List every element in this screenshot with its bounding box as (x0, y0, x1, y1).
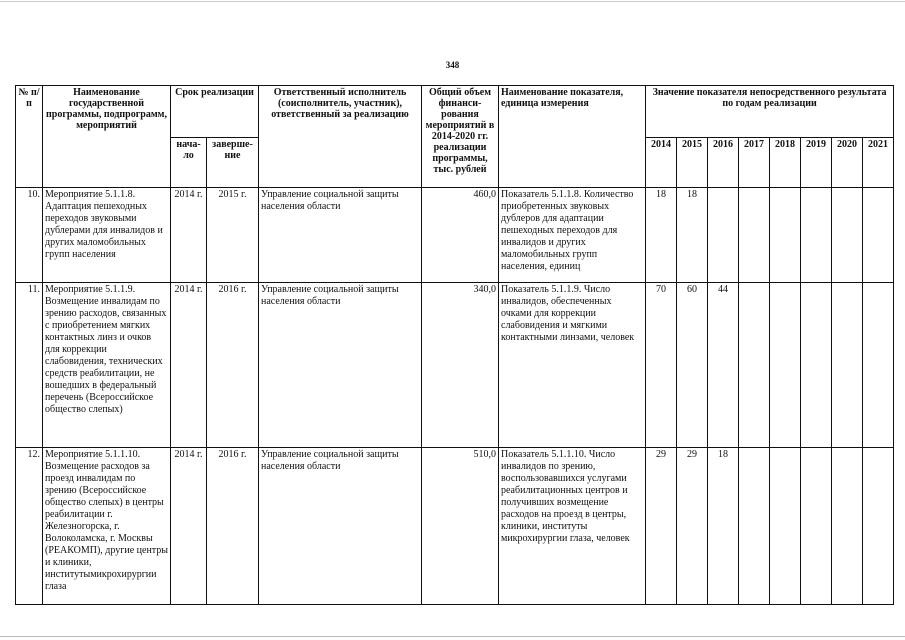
row-value-2015: 29 (677, 448, 708, 605)
header-name: Наименование государственной программы, подпрограмм, мероприятий (43, 86, 171, 188)
row-end: 2016 г. (207, 283, 259, 448)
row-responsible: Управление социальной защиты населения области (259, 188, 422, 283)
row-value-2014: 18 (646, 188, 677, 283)
row-value-2016: 18 (708, 448, 739, 605)
header-year-2018: 2018 (770, 138, 801, 188)
row-value-2020 (832, 448, 863, 605)
row-value-2019 (801, 188, 832, 283)
row-value-2017 (739, 188, 770, 283)
row-value-2021 (863, 448, 894, 605)
header-year-2014: 2014 (646, 138, 677, 188)
header-volume: Общий объем финанси-рования мероприятий в 2014-2020 гг. реализации программы, тыс. рублей (422, 86, 499, 188)
table-row (16, 283, 894, 448)
header-year-2021: 2021 (863, 138, 894, 188)
header-year-2015: 2015 (677, 138, 708, 188)
program-table (15, 85, 894, 605)
row-value-2017 (739, 448, 770, 605)
row-end: 2015 г. (207, 188, 259, 283)
header-term: Срок реализации (171, 86, 259, 138)
header-year-2019: 2019 (801, 138, 832, 188)
table-row (16, 188, 894, 283)
row-name: Мероприятие 5.1.1.8. Адаптация пешеходных переходов звуковыми дублерами для инвалидов и других маломобильных групп населения (43, 188, 171, 283)
header-indicator: Наименование показателя, единица измерения (499, 86, 646, 188)
row-value-2019 (801, 448, 832, 605)
row-name: Мероприятие 5.1.1.10. Возмещение расходов за проезд инвалидам по зрению (Всероссийское общество слепых) в центры реабилитации г. Железногорска, г. Волоколамска, г. Москвы (РЕАКОМП), другие центры и клиники, институтымикрохирургии глаза (43, 448, 171, 605)
row-num: 11. (16, 283, 43, 448)
row-name: Мероприятие 5.1.1.9. Возмещение инвалидам по зрению расходов, связанных с приобретением мягких контактных линз и очков для коррекции слабовидения, технических средств реабилитации, не вошедших в федеральный перечень (Всероссийское общество слепых) (43, 283, 171, 448)
row-value-2018 (770, 188, 801, 283)
row-value-2017 (739, 283, 770, 448)
row-value-2021 (863, 188, 894, 283)
header-values: Значение показателя непосредственного результата по годам реализации (646, 86, 894, 138)
header-num: № п/п (16, 86, 43, 188)
row-start: 2014 г. (171, 188, 207, 283)
header-year-2020: 2020 (832, 138, 863, 188)
scan-artifact-line (0, 636, 905, 637)
row-responsible: Управление социальной защиты населения области (259, 448, 422, 605)
row-value-2019 (801, 283, 832, 448)
row-responsible: Управление социальной защиты населения области (259, 283, 422, 448)
row-value-2016 (708, 188, 739, 283)
header-term-end: заверше-ние (207, 138, 259, 188)
row-value-2014: 29 (646, 448, 677, 605)
row-value-2020 (832, 188, 863, 283)
row-value-2021 (863, 283, 894, 448)
row-start: 2014 г. (171, 283, 207, 448)
row-value-2015: 18 (677, 188, 708, 283)
header-responsible: Ответственный исполнитель (соисполнитель, участник), ответственный за реализацию (259, 86, 422, 188)
row-num: 12. (16, 448, 43, 605)
row-value-2020 (832, 283, 863, 448)
row-value-2018 (770, 283, 801, 448)
row-value-2016: 44 (708, 283, 739, 448)
row-value-2018 (770, 448, 801, 605)
scan-artifact-line (0, 1, 905, 2)
row-volume: 510,0 (422, 448, 499, 605)
row-value-2014: 70 (646, 283, 677, 448)
header-year-2016: 2016 (708, 138, 739, 188)
table-row (16, 448, 894, 605)
page-number: 348 (445, 60, 460, 70)
row-indicator: Показатель 5.1.1.10. Число инвалидов по зрению, воспользовавшихся услугами реабилитационных центров и получивших возмещение расходов на проезд в центры, клиники, институты микрохирургии глаза, человек (499, 448, 646, 605)
row-num: 10. (16, 188, 43, 283)
row-volume: 460,0 (422, 188, 499, 283)
row-start: 2014 г. (171, 448, 207, 605)
row-indicator: Показатель 5.1.1.9. Число инвалидов, обеспеченных очками для коррекции слабовидения и мягкими контактными линзами, человек (499, 283, 646, 448)
row-value-2015: 60 (677, 283, 708, 448)
row-volume: 340,0 (422, 283, 499, 448)
header-term-start: нача-ло (171, 138, 207, 188)
row-end: 2016 г. (207, 448, 259, 605)
row-indicator: Показатель 5.1.1.8. Количество приобретенных звуковых дублеров для адаптации пешеходных переходов для инвалидов и других маломобильных групп населения, единиц (499, 188, 646, 283)
header-year-2017: 2017 (739, 138, 770, 188)
